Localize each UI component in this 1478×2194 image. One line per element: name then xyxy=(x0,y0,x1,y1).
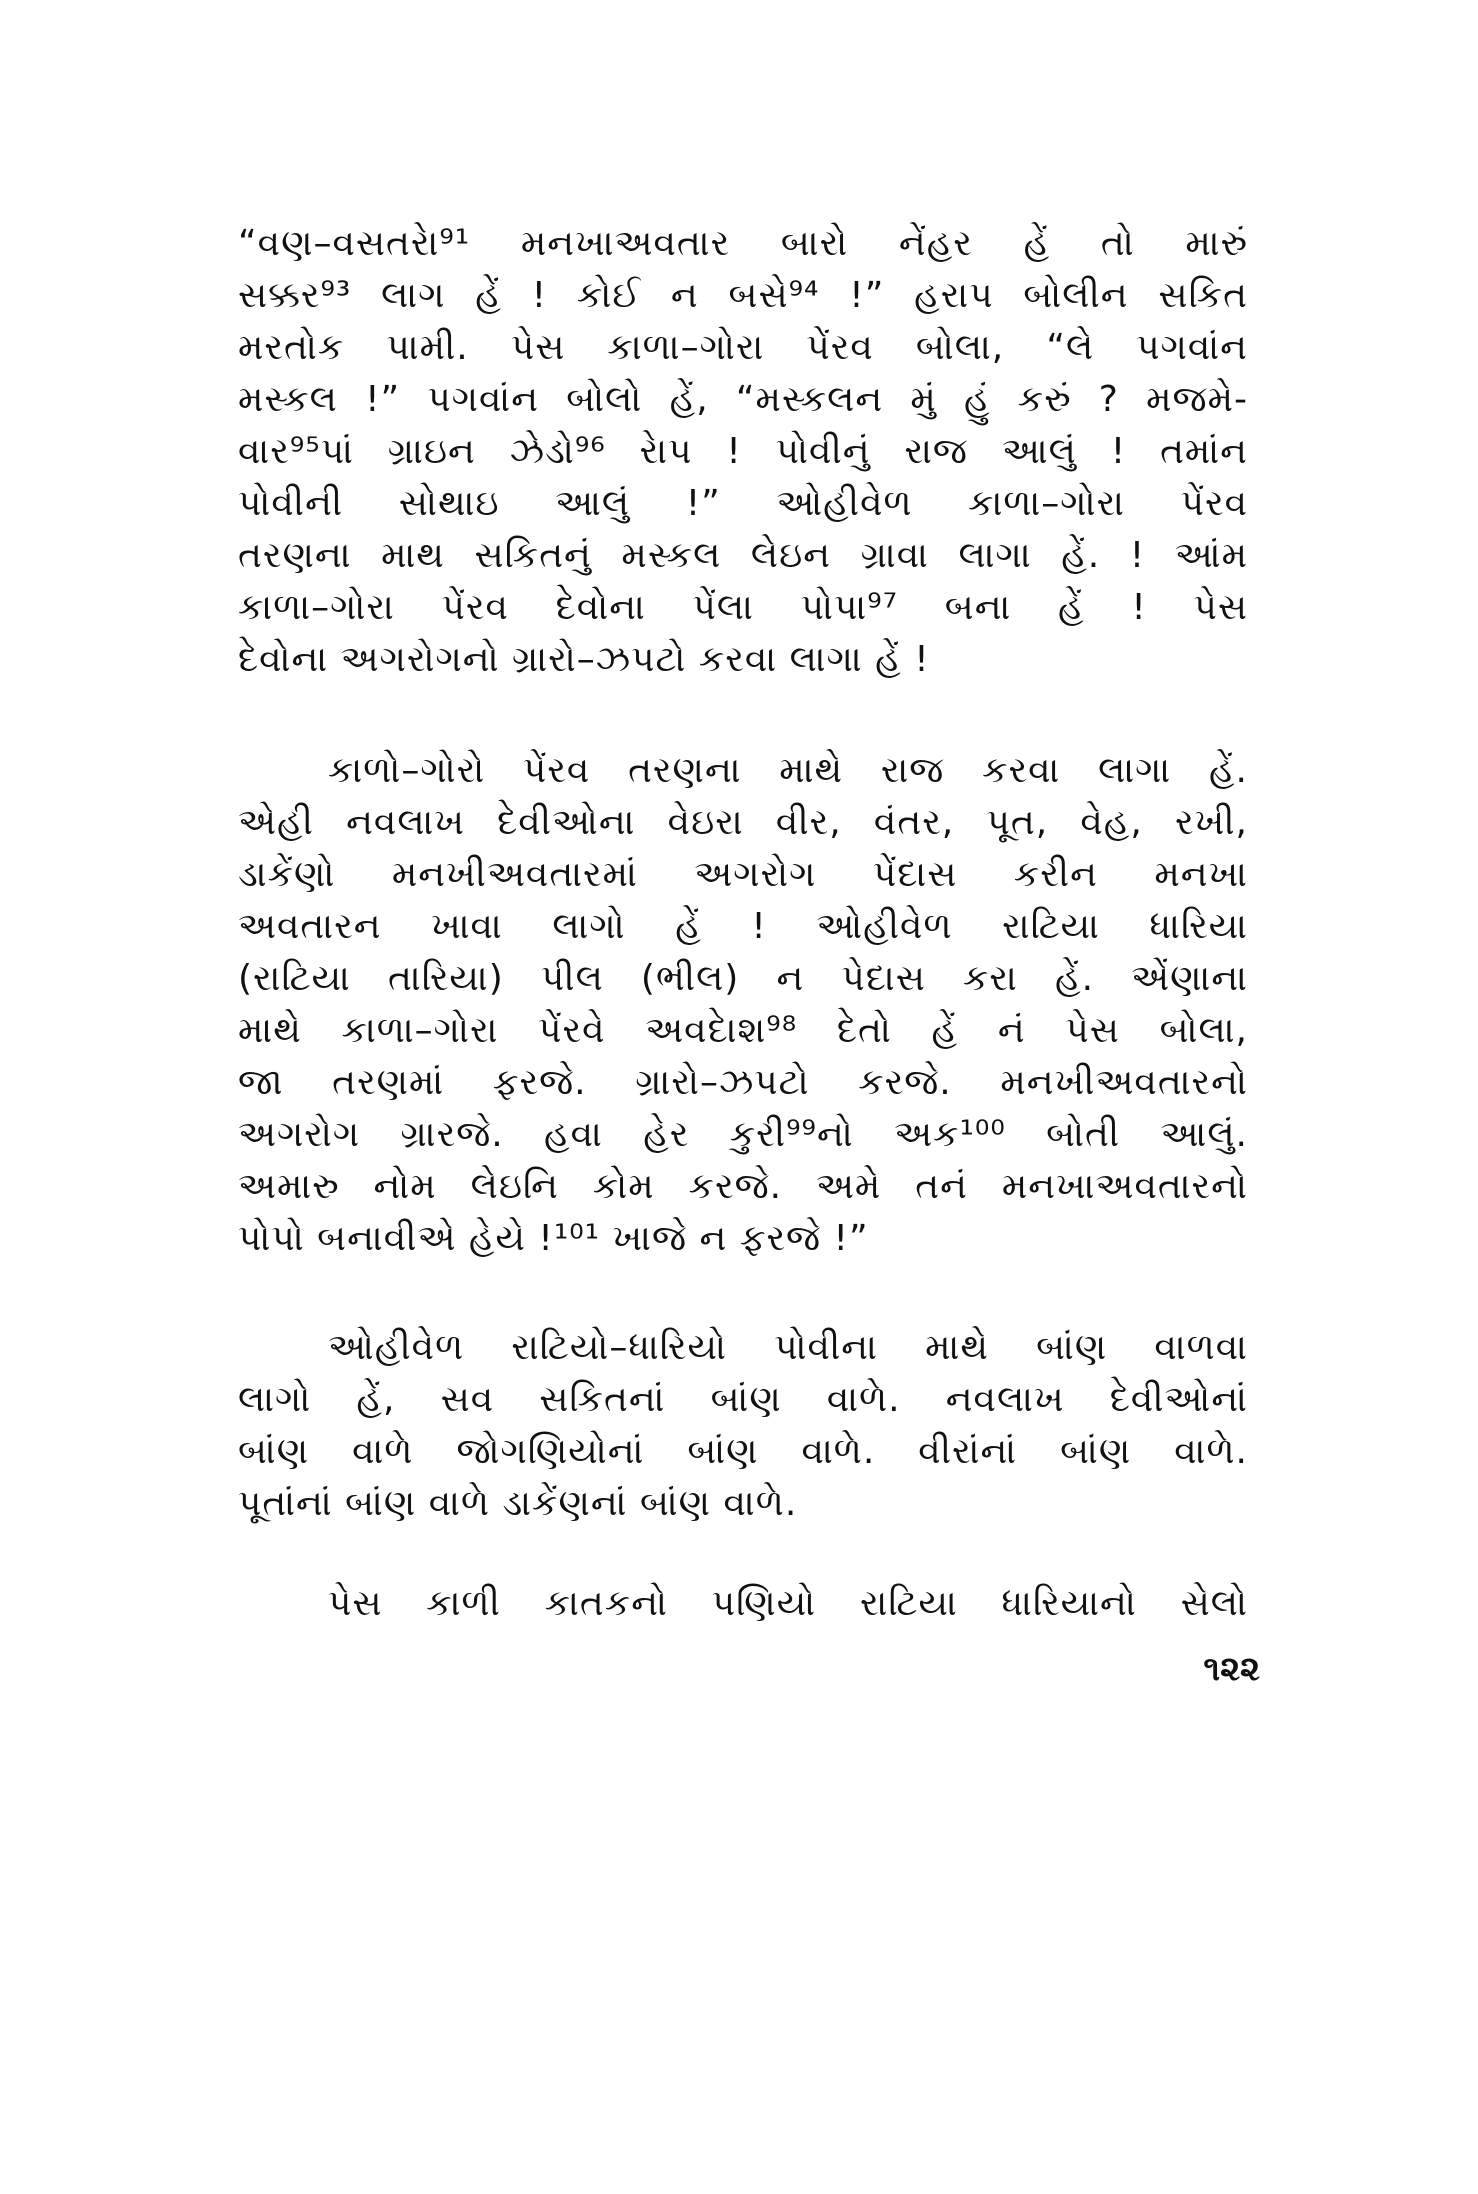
text-line: પોપો બનાવીએ હેયે !¹⁰¹ ખાજે ન ફરજે !” xyxy=(238,1218,869,1259)
text-line: (રાટિયા તારિયા) પીલ (ભીલ) ન પેદાસ કરા હેં. એંણાના xyxy=(238,958,1248,999)
text-line: પૂતાંનાં બાંણ વાળે ડાકેંણનાં બાંણ વાળે. xyxy=(238,1483,798,1524)
text-line: મસ્કલ !” પગવાંન બોલો હેં, “મસ્કલન મું હું કરું ? મજમે- xyxy=(238,379,1248,420)
text-line: ઓહીવેળ રાટિયો–ધારિયો પોવીના માથે બાંણ વાળવા xyxy=(328,1327,1248,1368)
text-line: મરતોક પામી. પેસ કાળા–ગોરા પેંરવ બોલા, “લે પગવાંન xyxy=(238,327,1248,368)
text-line: તરણના માથ સકિતનું મસ્કલ લેઇન ગ્રાવા લાગા હેં. ! આંમ xyxy=(238,535,1248,576)
text-line: અમારુ નોમ લેઇનિ કોમ કરજે. અમે તનં મનખાઅવતારનો xyxy=(238,1166,1248,1207)
text-line: સક્કર⁹³ લાગ હેં ! કોઈ ન બસે⁹⁴ !” હરાપ બોલીન સકિત xyxy=(238,275,1248,316)
text-line: જા તરણમાં ફરજે. ગ્રારો–ઝપટો કરજે. મનખીઅવતારનો xyxy=(238,1062,1248,1103)
text-line: પેસ કાળી કાતકનો પણિયો રાટિયા ધારિયાનો સેલો xyxy=(328,1583,1248,1624)
text-line: બાંણ વાળે જોગણિયોનાં બાંણ વાળે. વીરાંનાં બાંણ વાળે. xyxy=(238,1431,1248,1472)
text-line: “વણ–વસતરેા⁹¹ મનખાઅવતાર બારો નેંહર હેં તો મારું xyxy=(238,223,1248,264)
text-line: કાળો–ગોરો પેંરવ તરણના માથે રાજ કરવા લાગા હેં. xyxy=(328,750,1248,791)
text-line: ડાકેંણો મનખીઅવતારમાં અગરોગ પેંદાસ કરીન મનખા xyxy=(238,854,1248,895)
text-line: લાગો હેં, સવ સકિતનાં બાંણ વાળે. નવલાખ દેવીઓનાં xyxy=(238,1379,1248,1420)
page-number: ૧૨૨ xyxy=(1203,1649,1260,1689)
text-line: કાળા–ગોરા પેંરવ દેવોના પેંલા પોપા⁹⁷ બના હેં ! પેસ xyxy=(238,587,1248,628)
text-line: એહી નવલાખ દેવીઓના વેઇરા વીર, વંતર, પૂત, વેહ, રખી, xyxy=(238,802,1248,843)
text-line: માથે કાળા–ગોરા પેંરવે અવદેાશ⁹⁸ દેતો હેં નં પેસ બોલા, xyxy=(238,1010,1248,1051)
text-line: પોવીની સોથાઇ આલું !” ઓહીવેળ કાળા–ગોરા પેંરવ xyxy=(238,483,1248,524)
text-line: અવતારન ખાવા લાગો હેં ! ઓહીવેળ રાટિયા ધારિયા xyxy=(238,906,1248,947)
text-line: વાર⁹⁵પાં ગ્રાઇન ઝેડો⁹⁶ રેાપ ! પોવીનું રાજ આલું ! તમાંન xyxy=(238,431,1248,472)
text-line: દેવોના અગરોગનો ગ્રારો–ઝપટો કરવા લાગા હેં ! xyxy=(238,639,930,680)
text-line: અગરોગ ગ્રારજે. હવા હેર કુરી⁹⁹નો અક¹⁰⁰ બોતી આલું. xyxy=(238,1114,1248,1155)
